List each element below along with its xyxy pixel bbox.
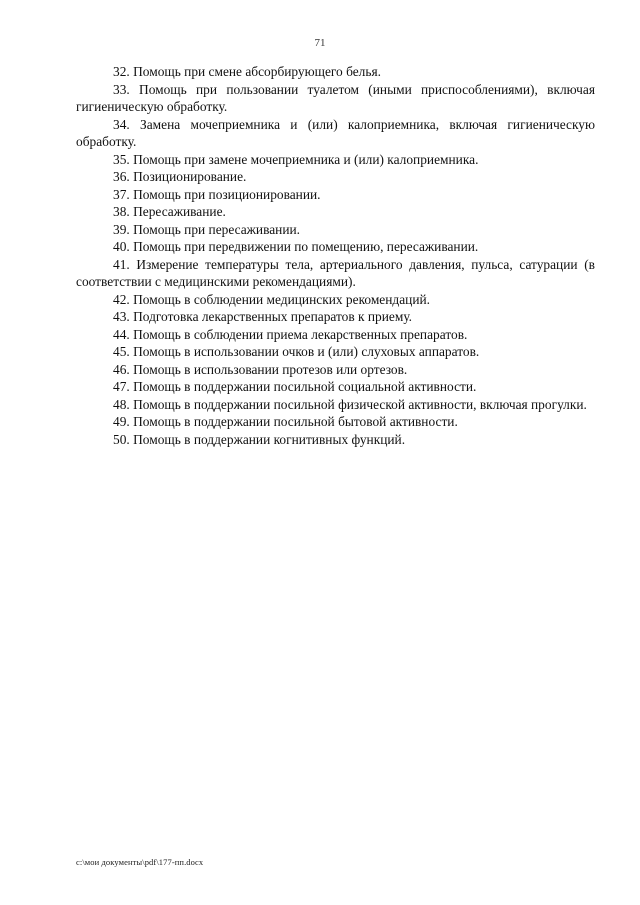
page-number: 71 — [314, 37, 326, 49]
item-text: Помощь при пользовании туалетом (иными приспособлениями), включая гигиеническую обработку. — [76, 81, 595, 114]
item-number: 45. — [113, 344, 130, 359]
list-item — [76, 308, 595, 326]
item-text: Помощь при пересаживании. — [133, 221, 301, 237]
item-number: 35. — [113, 151, 130, 167]
list-item — [76, 186, 595, 204]
item-text: Позиционирование. — [133, 169, 247, 184]
item-text: Измерение температуры тела, артериального давления, пульса, сатурации (в соответствии с медицинскими рекомендациями). — [76, 256, 595, 289]
item-number: 33. — [113, 81, 130, 97]
item-number: 36. — [113, 169, 130, 184]
item-number: 49. — [113, 414, 130, 429]
item-number: 44. — [113, 326, 130, 342]
item-number: 48. — [113, 396, 130, 412]
item-text: Помощь при замене мочеприемника и (или) калоприемника. — [133, 151, 479, 167]
item-text: Помощь в поддержании посильной бытовой активности. — [133, 414, 458, 429]
list-item — [76, 343, 595, 361]
item-number: 32. — [113, 64, 130, 79]
item-text: Помощь в соблюдении медицинских рекомендаций. — [133, 291, 431, 307]
item-text: Помощь при смене абсорбирующего белья. — [133, 64, 381, 79]
list-item — [76, 378, 595, 396]
list-item — [76, 413, 595, 431]
list-item — [76, 238, 595, 256]
list-item — [76, 116, 595, 151]
item-text: Пересаживание. — [133, 204, 226, 219]
list-item — [76, 151, 595, 169]
item-text: Помощь при позиционировании. — [133, 186, 321, 202]
item-number: 40. — [113, 239, 130, 254]
item-number: 37. — [113, 186, 130, 202]
list-item — [76, 256, 595, 291]
item-number: 47. — [113, 379, 130, 394]
item-number: 39. — [113, 221, 130, 237]
item-number: 41. — [113, 256, 130, 272]
list-item — [76, 203, 595, 221]
list-item — [76, 326, 595, 344]
item-text: Помощь в использовании протезов или ортезов. — [133, 361, 408, 377]
services-list — [76, 63, 595, 448]
list-item — [76, 221, 595, 239]
item-number: 42. — [113, 291, 130, 307]
item-text: Помощь в поддержании когнитивных функций. — [133, 431, 406, 447]
item-number: 43. — [113, 309, 130, 324]
item-text: Подготовка лекарственных препаратов к приему. — [133, 309, 413, 324]
list-item — [76, 396, 595, 414]
item-text: Помощь в соблюдении приема лекарственных препаратов. — [133, 326, 468, 342]
item-text: Помощь при передвижении по помещению, пересаживании. — [133, 239, 479, 254]
item-number: 38. — [113, 204, 130, 219]
item-text: Помощь в поддержании посильной физической активности, включая прогулки. — [133, 396, 587, 412]
list-item — [76, 63, 595, 81]
list-item — [76, 361, 595, 379]
list-item — [76, 291, 595, 309]
item-text: Замена мочеприемника и (или) калоприемника, включая гигиеническую обработку. — [76, 116, 595, 149]
item-number: 34. — [113, 116, 130, 132]
item-text: Помощь в поддержании посильной социальной активности. — [133, 379, 477, 394]
item-number: 50. — [113, 431, 130, 447]
list-item — [76, 81, 595, 116]
document-file-path: c:\мои документы\pdf\177-пп.docx — [76, 857, 204, 867]
list-item — [76, 431, 595, 449]
item-text: Помощь в использовании очков и (или) слуховых аппаратов. — [133, 344, 480, 359]
list-item — [76, 168, 595, 186]
item-number: 46. — [113, 361, 130, 377]
